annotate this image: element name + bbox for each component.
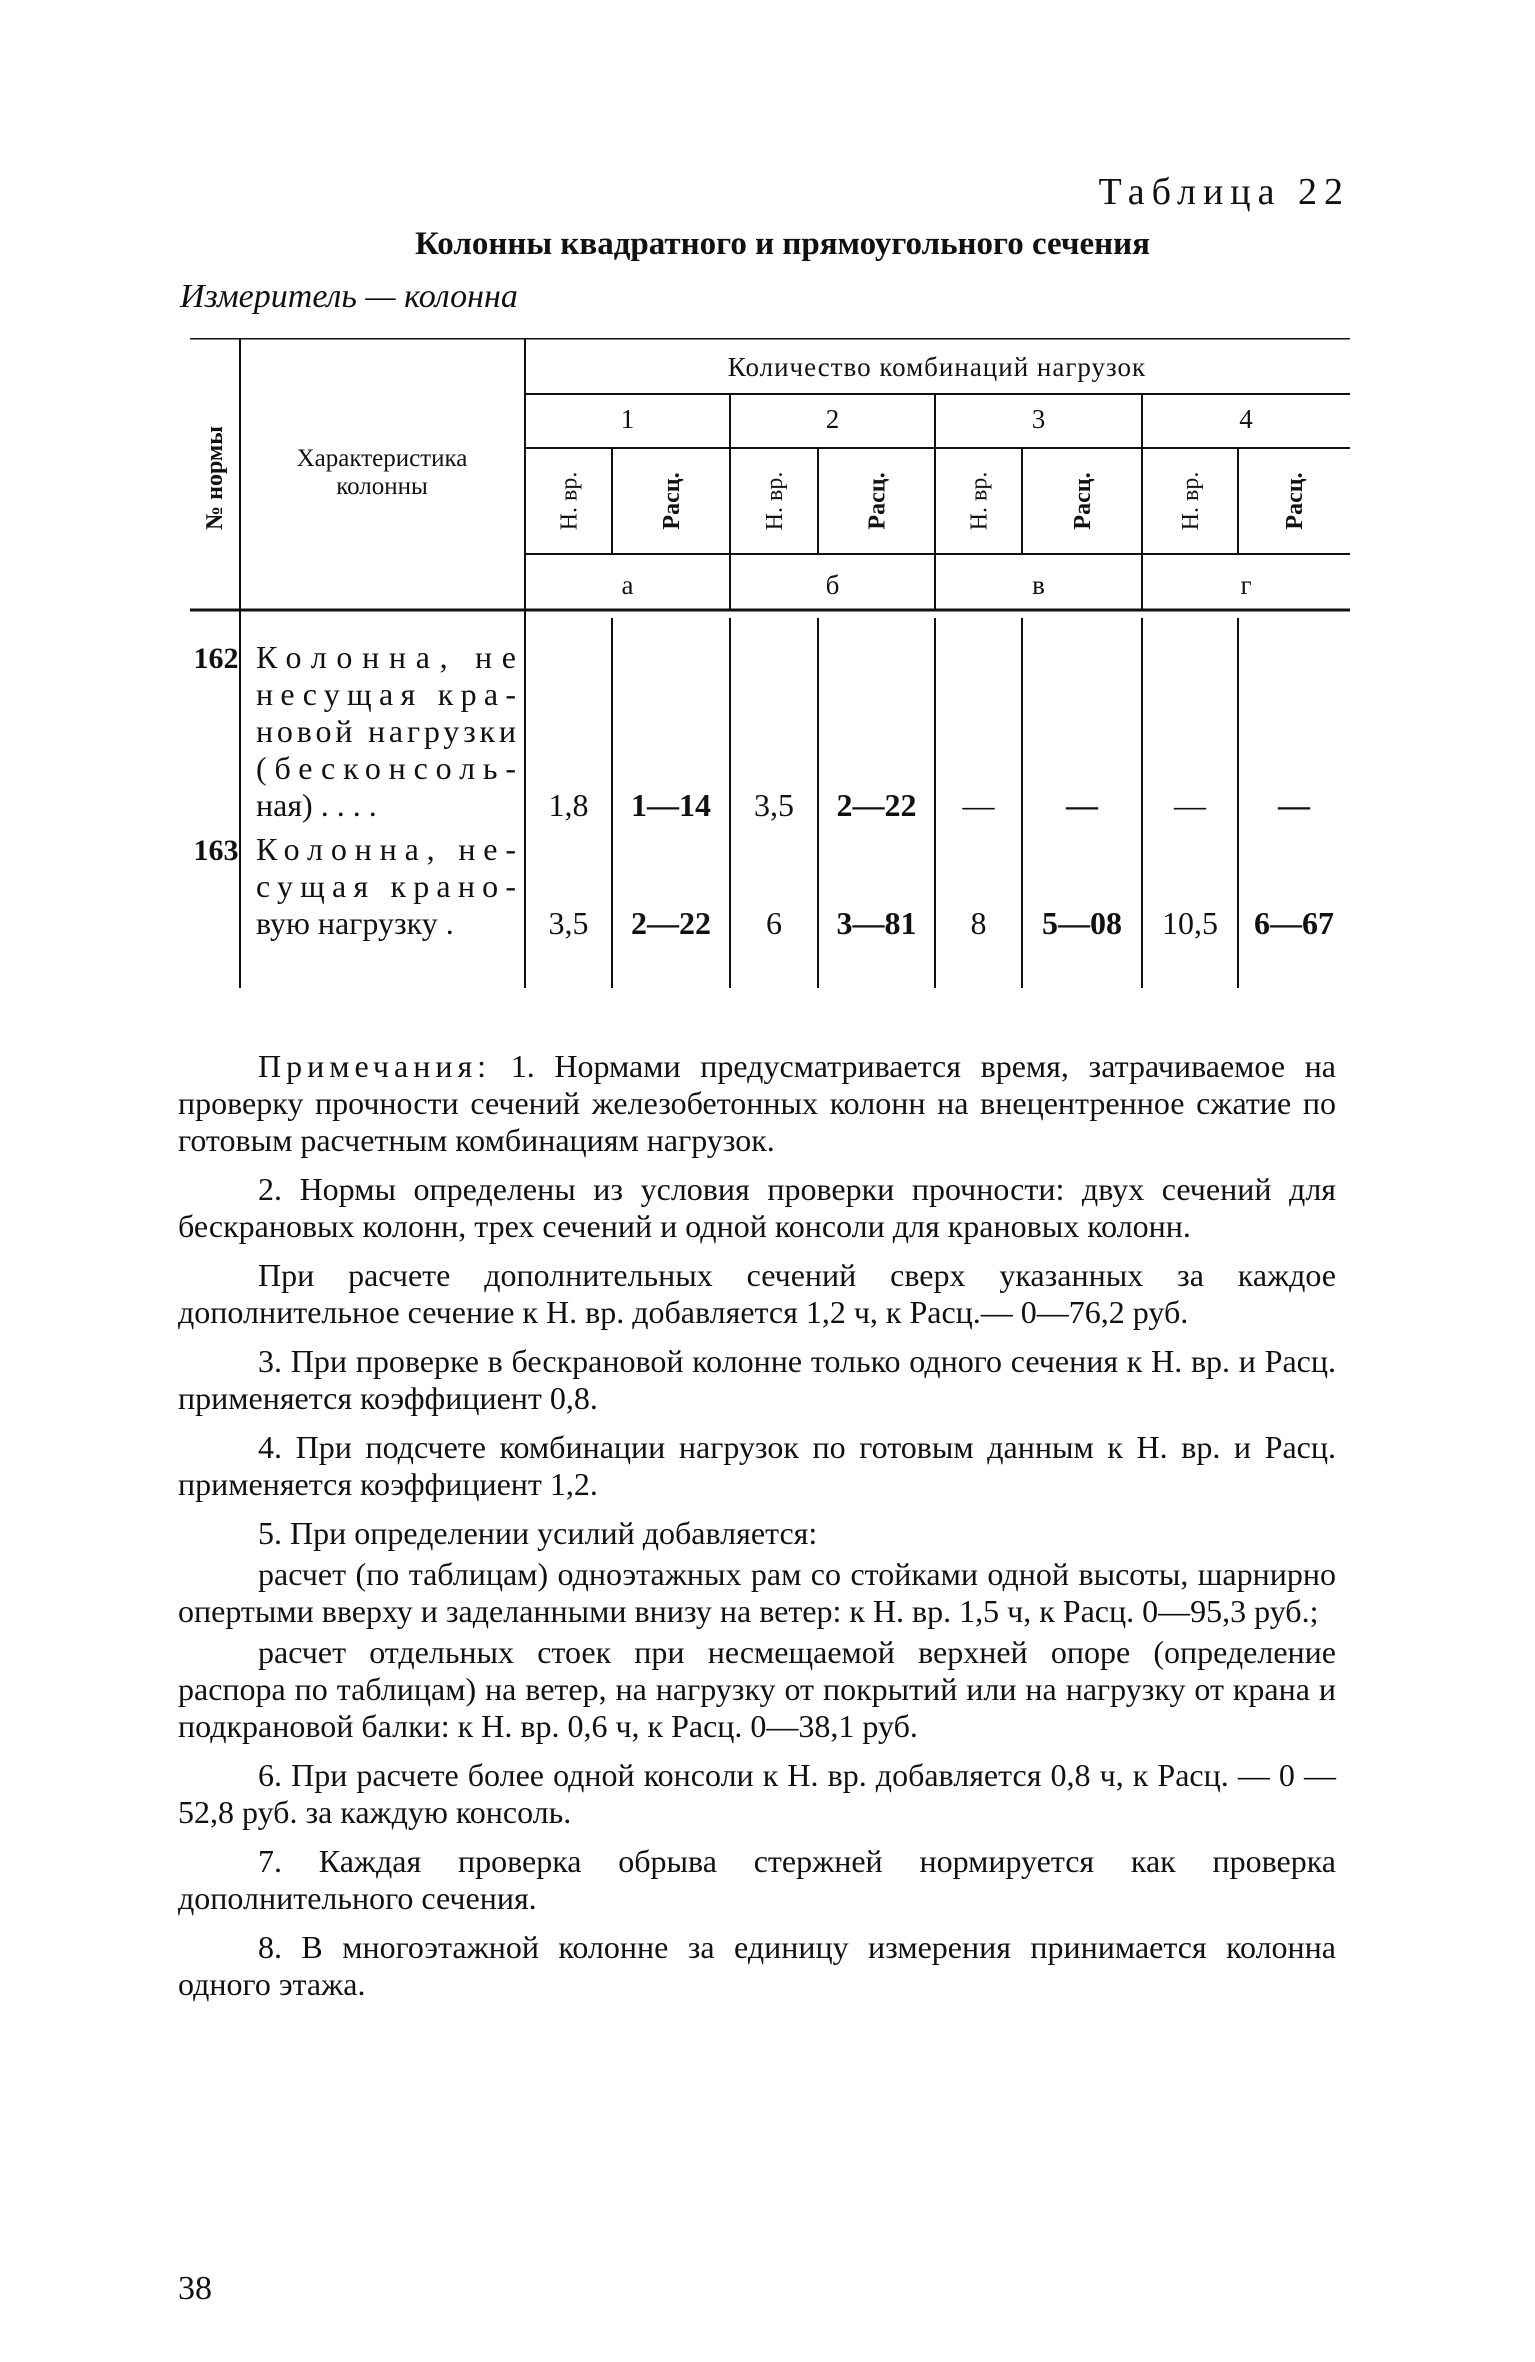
row-value: — <box>962 787 995 823</box>
row-value: 6—67 <box>1254 905 1334 941</box>
row-description-line: Колонна, не <box>256 639 516 675</box>
row-value: 3—81 <box>836 905 917 941</box>
col-char-header-1: Характеристика <box>296 445 468 472</box>
row-value: 2—22 <box>631 905 711 941</box>
note-5: 5. При определении усилий добавляется: <box>258 1515 818 1551</box>
group-letter: в <box>1032 570 1045 600</box>
note-5b: расчет отдельных стоек при несмещаемой верхней опоре (определение распора по таблицам) на ветер, на нагрузку от покрытий или на нагрузку от крана и подкрановой балки: к Н. вр. 0,6 ч, к Расц. 0—38,1 руб. <box>178 1634 1336 1744</box>
row-description-line: новой нагрузки <box>256 713 516 749</box>
row-number: 162 <box>193 642 239 675</box>
group-letter: г <box>1240 570 1252 600</box>
group-number: 3 <box>1031 404 1046 434</box>
row-value: — <box>1066 787 1098 823</box>
row-value: — <box>1278 787 1310 823</box>
page-number: 38 <box>178 2270 212 2307</box>
sub-header-rasc: Расц. <box>659 472 685 530</box>
row-description-line: (бесконсоль- <box>256 750 516 786</box>
note-2: 2. Нормы определены из условия проверки прочности: двух сечений для бескрановых колонн, трех сечений и одной консоли для крановых колонн. <box>178 1171 1336 1244</box>
row-description-line: Колонна, не- <box>256 831 516 867</box>
row-value: 5—08 <box>1042 905 1122 941</box>
row-value: 2—22 <box>836 787 917 823</box>
note-6: 6. При расчете более одной консоли к Н. вр. добавляется 0,8 ч, к Расц. — 0 — 52,8 руб. за каждую консоль. <box>178 1757 1336 1830</box>
row-value: 1,8 <box>548 787 589 823</box>
norms-table <box>190 338 1350 988</box>
group-letter: б <box>825 570 840 600</box>
table-label: Таблица 22 <box>1098 171 1350 213</box>
sub-header-hvr: Н. вр. <box>556 471 583 531</box>
sub-header-rasc: Расц. <box>1282 472 1308 530</box>
row-description-line: ная) . . . . <box>256 787 377 823</box>
row-description-line: вую нагрузку . <box>256 905 454 941</box>
notes-label: Примечания: <box>258 1048 492 1084</box>
row-value: — <box>1174 787 1206 823</box>
sub-header-hvr: Н. вр. <box>1178 471 1204 531</box>
note-3: 3. При проверке в бескрановой колонне только одного сечения к Н. вр. и Расц. применяется коэффициент 0,8. <box>178 1343 1336 1416</box>
note-1 <box>178 1048 1336 1159</box>
col-char-header-2: колонны <box>336 473 428 500</box>
sub-header-hvr: Н. вр. <box>762 471 788 531</box>
note-1-text: 1. Нормами предусматривается время, затрачиваемое на проверку прочности сечений железобетонных колонн на внецентренное сжатие по готовым расчетным комбинациям нагрузок. <box>178 1048 1337 1158</box>
sub-header-rasc: Расц. <box>864 472 891 530</box>
note-4: 4. При подсчете комбинации нагрузок по готовым данным к Н. вр. и Расц. применяется коэффициент 1,2. <box>178 1429 1336 1502</box>
row-value: 6 <box>766 905 782 941</box>
row-description-line: сущая крано- <box>256 868 516 904</box>
row-value: 3,5 <box>548 905 589 941</box>
group-letter: а <box>621 570 634 600</box>
col-norm-header: № нормы <box>202 425 228 531</box>
row-value: 10,5 <box>1162 905 1218 941</box>
group-number: 4 <box>1239 404 1253 434</box>
note-7: 7. Каждая проверка обрыва стержней нормируется как проверка дополнительного сечения. <box>178 1843 1336 1916</box>
row-value: 1—14 <box>631 787 711 823</box>
row-value: 8 <box>970 905 987 941</box>
sub-header-rasc: Расц. <box>1070 472 1096 530</box>
group-number: 2 <box>825 404 840 434</box>
table-title: Колонны квадратного и прямоугольного сечения <box>415 226 1150 262</box>
measure-unit: Измеритель — колонна <box>180 278 518 315</box>
row-value: 3,5 <box>754 787 794 823</box>
note-8: 8. В многоэтажной колонне за единицу измерения принимается колонна одного этажа. <box>178 1929 1336 2002</box>
notes-section <box>178 1048 1336 2015</box>
row-description-line: несущая кра- <box>256 676 516 712</box>
group-number: 1 <box>620 404 635 434</box>
note-5a: расчет (по таблицам) одноэтажных рам со стойками одной высоты, шарнирно опертыми вверху и заделанными внизу на ветер: к Н. вр. 1,5 ч, к Расц. 0—95,3 руб.; <box>178 1556 1336 1629</box>
sub-header-hvr: Н. вр. <box>966 471 993 531</box>
combos-header: Количество комбинаций нагрузок <box>727 352 1147 382</box>
note-2b: При расчете дополнительных сечений сверх указанных за каждое дополнительное сечение к Н. вр. добавляется 1,2 ч, к Расц.— 0—76,2 руб. <box>178 1257 1336 1330</box>
row-number: 163 <box>193 834 239 867</box>
